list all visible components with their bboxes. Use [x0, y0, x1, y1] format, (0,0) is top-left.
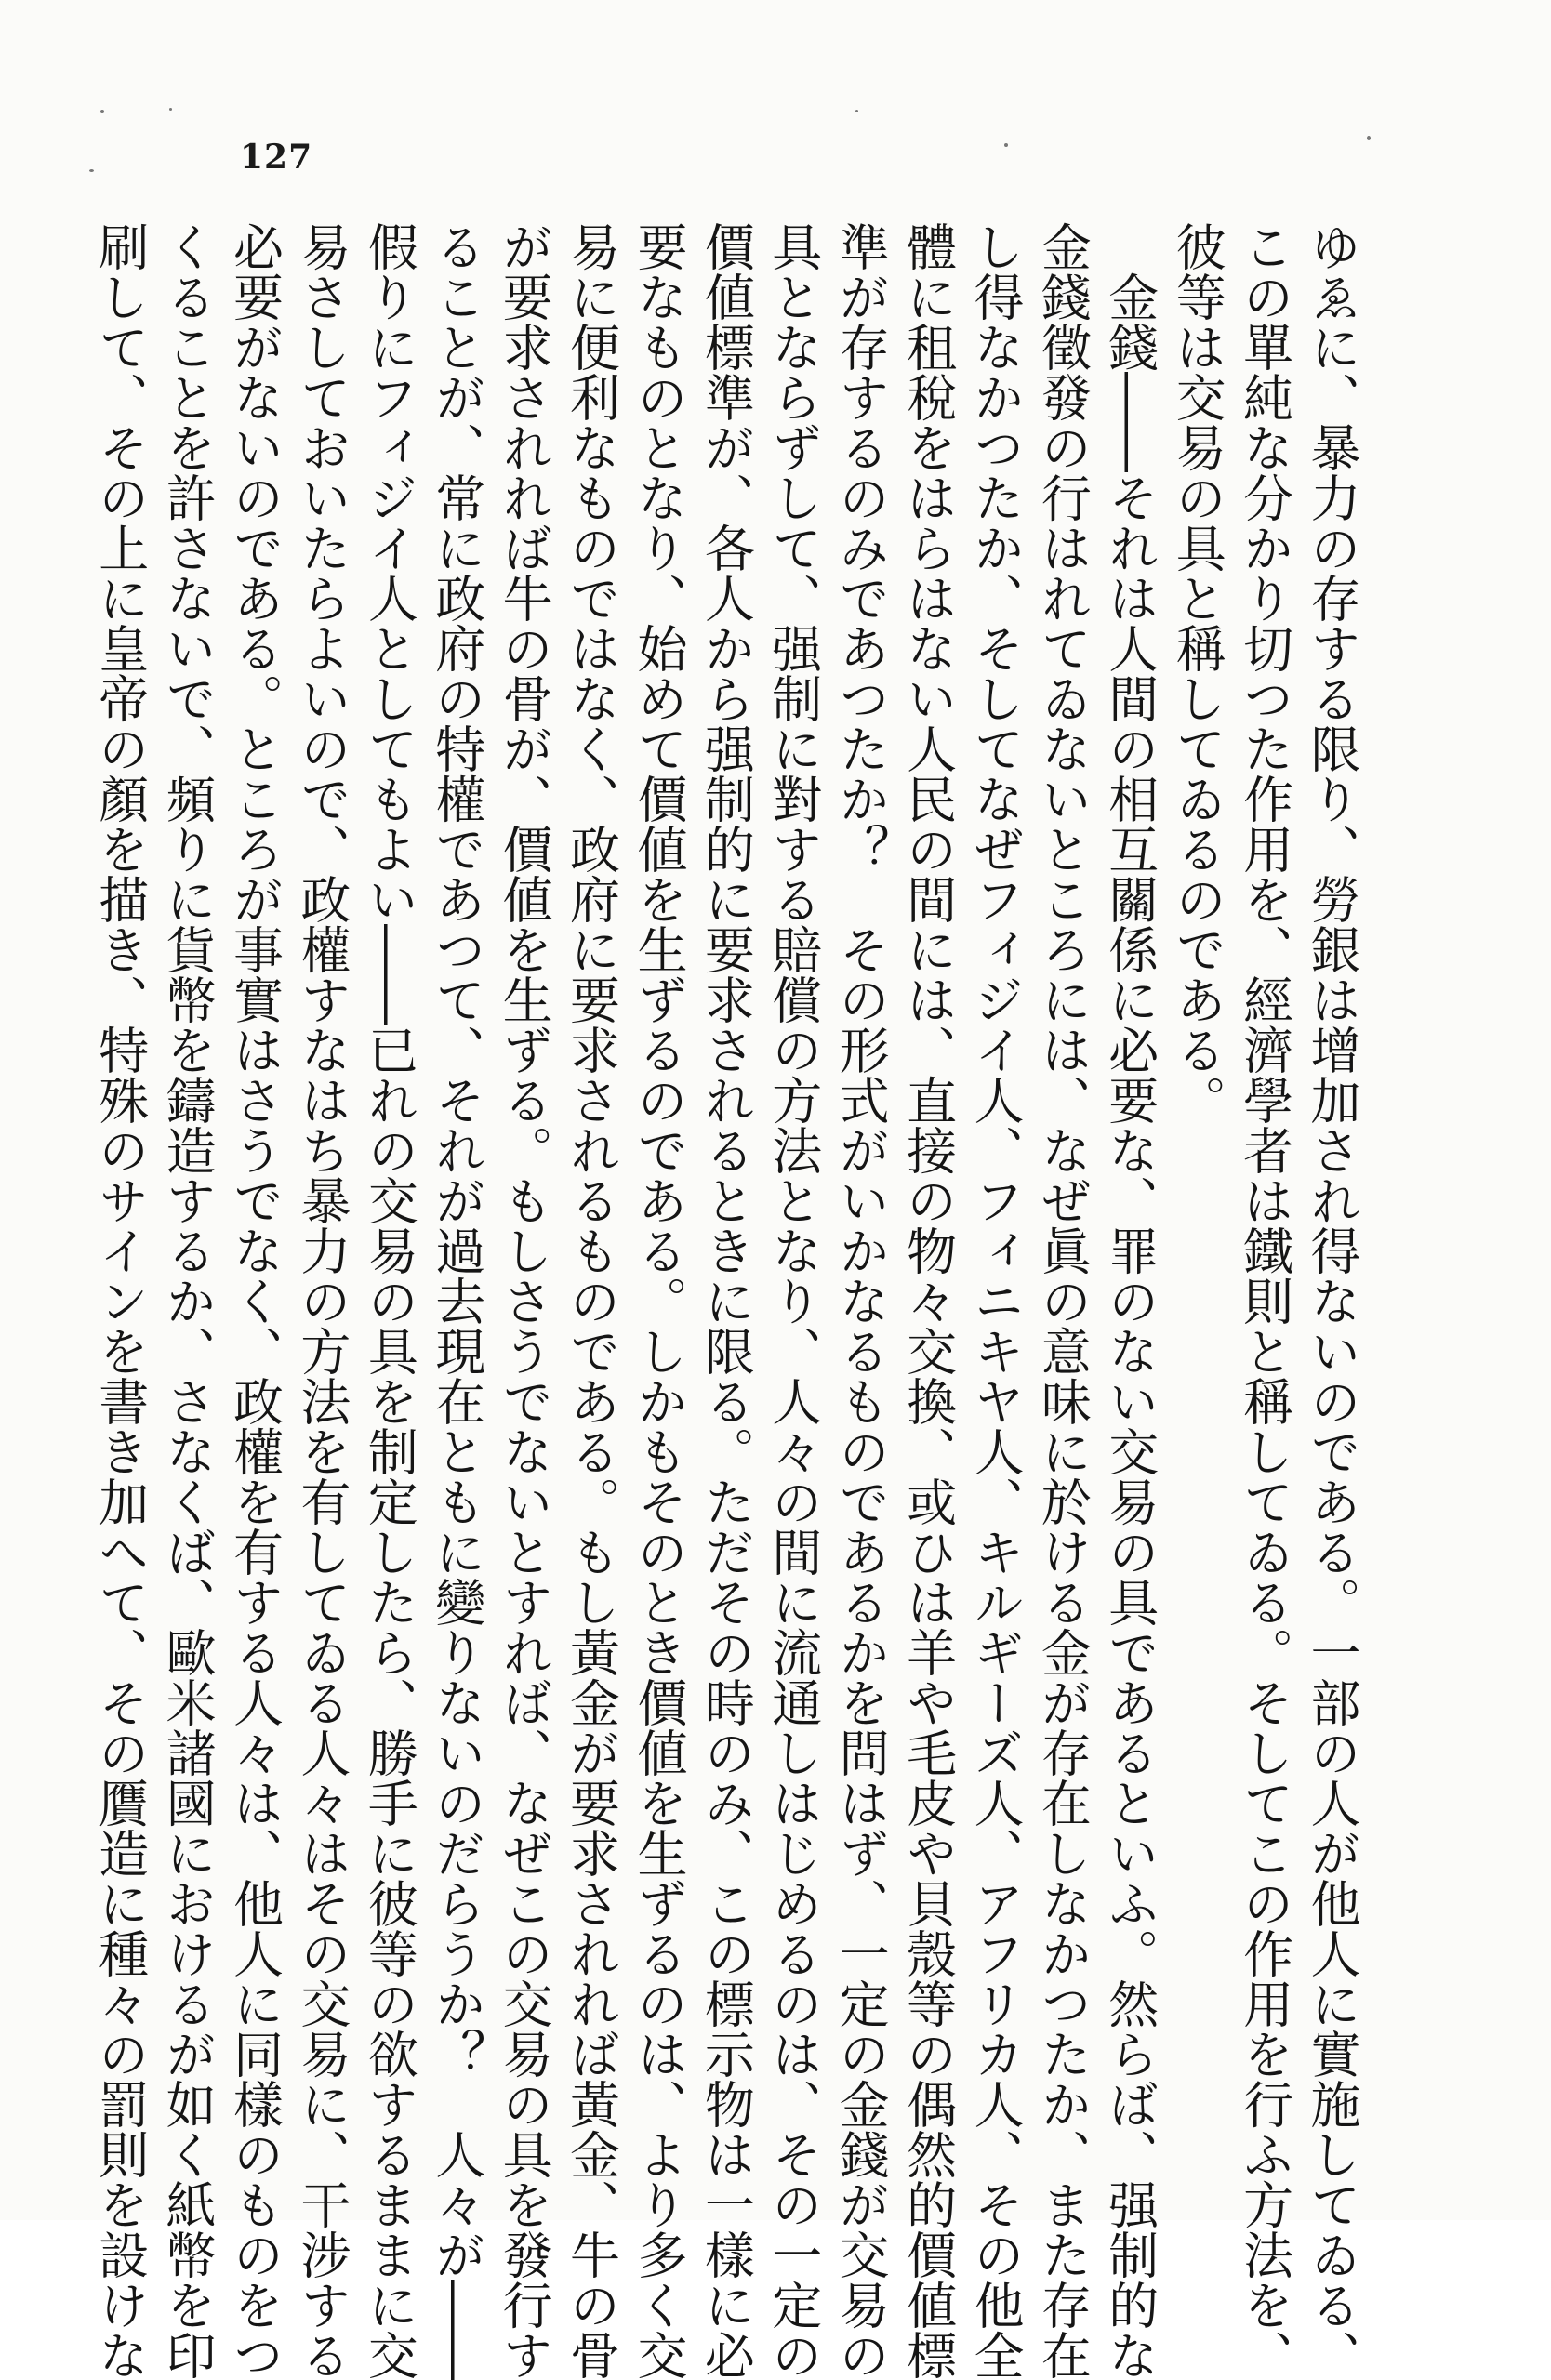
- text-line: 彼等は交易の具と稱してゐるのである。: [1168, 221, 1227, 1125]
- body-text: [86, 221, 1365, 2380]
- text-line: 易さしておいたらよいので、政權すなはち暴力の方法を有してゐる人々はその交易に、干涉する: [292, 221, 351, 2380]
- print-speck: [169, 108, 172, 111]
- text-line: 體に租稅をはらはない人民の間には、直接の物々交換、或ひは羊や毛皮や貝殼等の偶然的價値標: [898, 221, 958, 2380]
- text-line: 金錢徵發の行はれてゐないところには、なぜ眞の意味に於ける金が存在しなかつたか、また存在: [1033, 221, 1093, 2380]
- text-line: ることが、常に政府の特權であつて、それが過去現在ともに變りないのだらうか？ 人々が――: [427, 221, 486, 2380]
- text-line: 價値標準が、各人から强制的に要求されるときに限る。ただその時のみ、この標示物は一樣に必: [696, 221, 756, 2380]
- text-line: 具とならずして、强制に對する賠償の方法となり、人々の間に流通しはじめるのは、その一定の: [763, 221, 823, 2380]
- page-number: 127: [240, 138, 313, 177]
- print-speck: [100, 110, 104, 113]
- print-speck: [855, 110, 858, 112]
- text-line: 刷して、その上に皇帝の顏を描き、特殊のサインを書き加へて、その贋造に種々の罰則を設けな: [90, 221, 150, 2380]
- text-line: くることを許さないで、頻りに貨幣を鑄造するか、さなくば、歐米諸國におけるが如く紙幣を印: [158, 221, 218, 2380]
- text-line: 易に便利なものではなく、政府に要求されるものである。もし黃金が要求されれば黃金、牛の骨: [562, 221, 621, 2380]
- text-line: 準が存するのみであつたか？ その形式がいかなるものであるかを問はず、一定の金錢が交易の: [831, 221, 891, 2380]
- text-line: 金錢――それは人間の相互關係に必要な、罪のない交易の具であるといふ。然らば、强制的な: [1100, 221, 1160, 2380]
- text-line: し得なかつたか、そしてなぜフィジイ人、フィニキヤ人、キルギーズ人、アフリカ人、その他全: [965, 221, 1025, 2380]
- print-speck: [1004, 143, 1008, 147]
- text-line: 要なものとなり、始めて價値を生ずるのである。しかもそのとき價値を生ずるのは、より多く交: [629, 221, 688, 2380]
- print-speck: [89, 169, 94, 172]
- text-line: が要求されれば牛の骨が、價値を生ずる。もしさうでないとすれば、なぜこの交易の具を發行す: [495, 221, 554, 2380]
- text-line: 假りにフィジイ人としてもよい――已れの交易の具を制定したら、勝手に彼等の欲するままに交: [360, 221, 419, 2380]
- text-line: この單純な分かり切つた作用を、經濟學者は鐵則と稱してゐる。そしてこの作用を行ふ方法を、: [1235, 221, 1294, 2380]
- text-line: 必要がないのである。ところが事實はさうでなく、政權を有する人々は、他人に同樣のものをつ: [225, 221, 285, 2380]
- print-speck: [1367, 136, 1371, 140]
- text-line: ゆゑに、暴力の存する限り、勞銀は增加され得ないのである。一部の人が他人に實施してゐる、: [1303, 221, 1361, 2380]
